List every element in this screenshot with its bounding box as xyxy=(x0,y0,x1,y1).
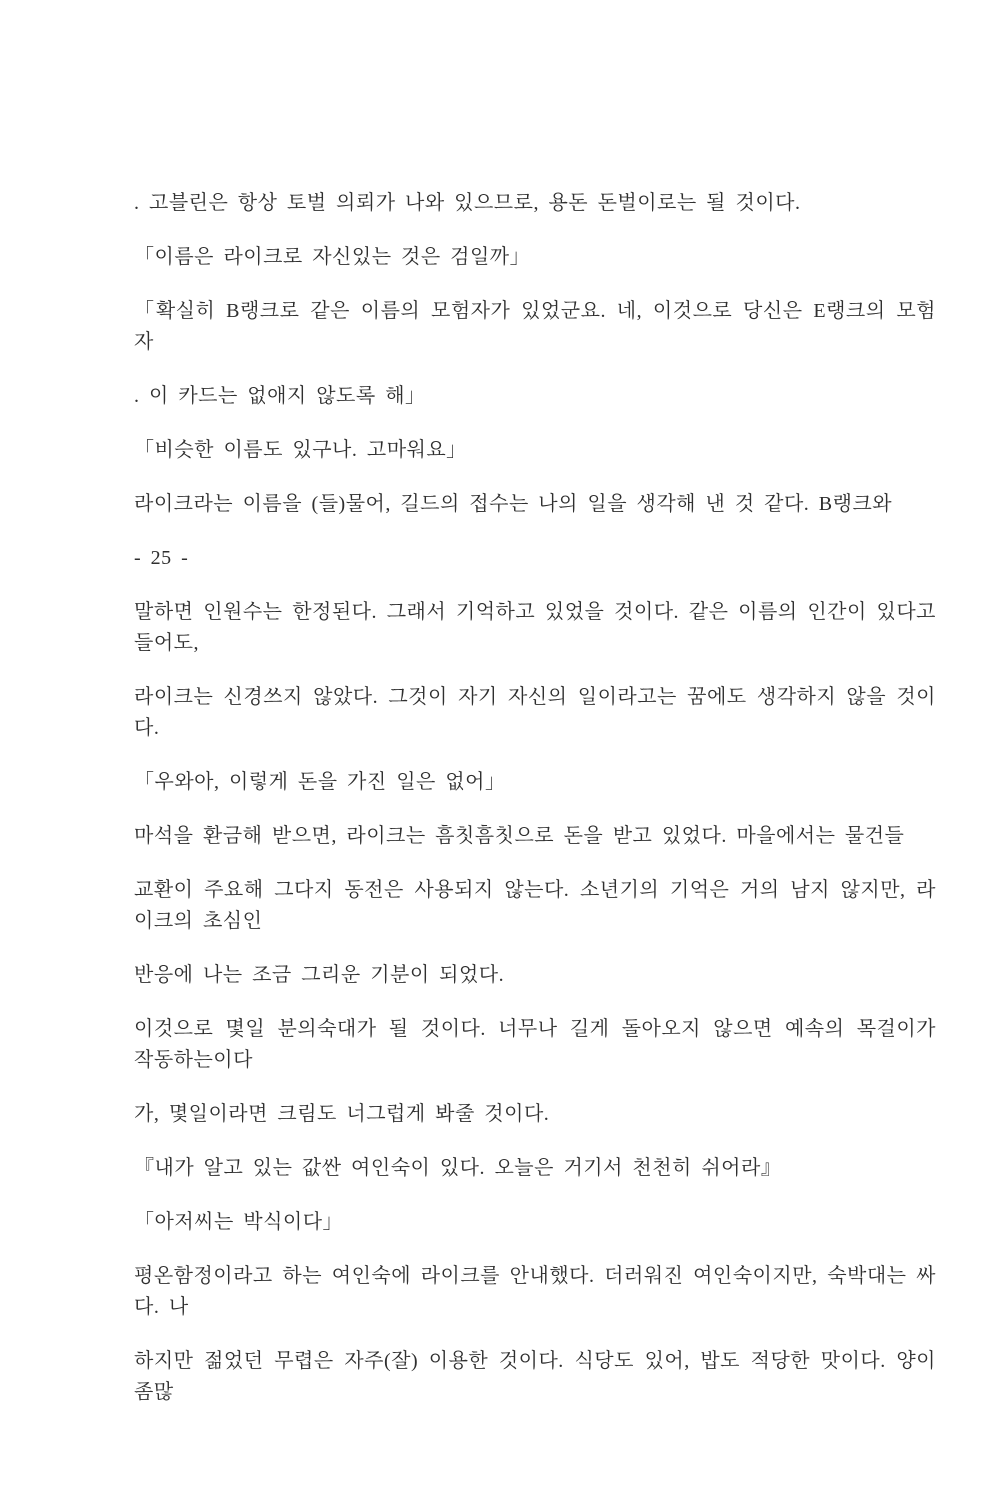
paragraph: 하지만 젊었던 무렵은 자주(잘) 이용한 것이다. 식당도 있어, 밥도 적당한 맛이다. 양이 좀많 xyxy=(134,1350,936,1403)
paragraph: 반응에 나는 조금 그리운 기분이 되었다. xyxy=(134,964,505,986)
paragraph: 라이크라는 이름을 (들)물어, 길드의 접수는 나의 일을 생각해 낸 것 같다. B랭크와 xyxy=(134,493,893,515)
paragraph-dialogue: 「이름은 라이크로 자신있는 것은 검일까」 xyxy=(134,246,531,268)
paragraph: 평온함정이라고 하는 여인숙에 라이크를 안내했다. 더러워진 여인숙이지만, 숙박대는 싸다. 나 xyxy=(134,1265,936,1318)
paragraph: 말하면 인원수는 한정된다. 그래서 기억하고 있었을 것이다. 같은 이름의 인간이 있다고 들어도, xyxy=(134,601,936,654)
paragraph: . 이 카드는 없애지 않도록 해」 xyxy=(134,385,426,407)
paragraph-dialogue: 『내가 알고 있는 값싼 여인숙이 있다. 오늘은 거기서 천천히 쉬어라』 xyxy=(134,1157,782,1179)
paragraph: 마석을 환금해 받으면, 라이크는 흠칫흠칫으로 돈을 받고 있었다. 마을에서는 물건들 xyxy=(134,825,905,847)
page-number: - 25 - xyxy=(134,547,189,569)
paragraph-dialogue: 「우와아, 이렇게 돈을 가진 일은 없어」 xyxy=(134,771,506,793)
paragraph: . 고블린은 항상 토벌 의뢰가 나와 있으므로, 용돈 돈벌이로는 될 것이다. xyxy=(134,192,801,214)
paragraph: 가, 몇일이라면 크림도 너그럽게 봐줄 것이다. xyxy=(134,1103,550,1125)
paragraph-dialogue: 「확실히 B랭크로 같은 이름의 모험자가 있었군요. 네, 이것으로 당신은 E랭크의 모험자 xyxy=(134,300,936,353)
paragraph: 이것으로 몇일 분의숙대가 될 것이다. 너무나 길게 돌아오지 않으면 예속의 목걸이가 작동하는이다 xyxy=(134,1018,936,1071)
paragraph: 교환이 주요해 그다지 동전은 사용되지 않는다. 소년기의 기억은 거의 남지 않지만, 라이크의 초심인 xyxy=(134,879,936,932)
paragraph-dialogue: 「비슷한 이름도 있구나. 고마워요」 xyxy=(134,439,467,461)
paragraph-dialogue: 「아저씨는 박식이다」 xyxy=(134,1211,344,1233)
paragraph: 라이크는 신경쓰지 않았다. 그것이 자기 자신의 일이라고는 꿈에도 생각하지 않을 것이다. xyxy=(134,686,936,739)
